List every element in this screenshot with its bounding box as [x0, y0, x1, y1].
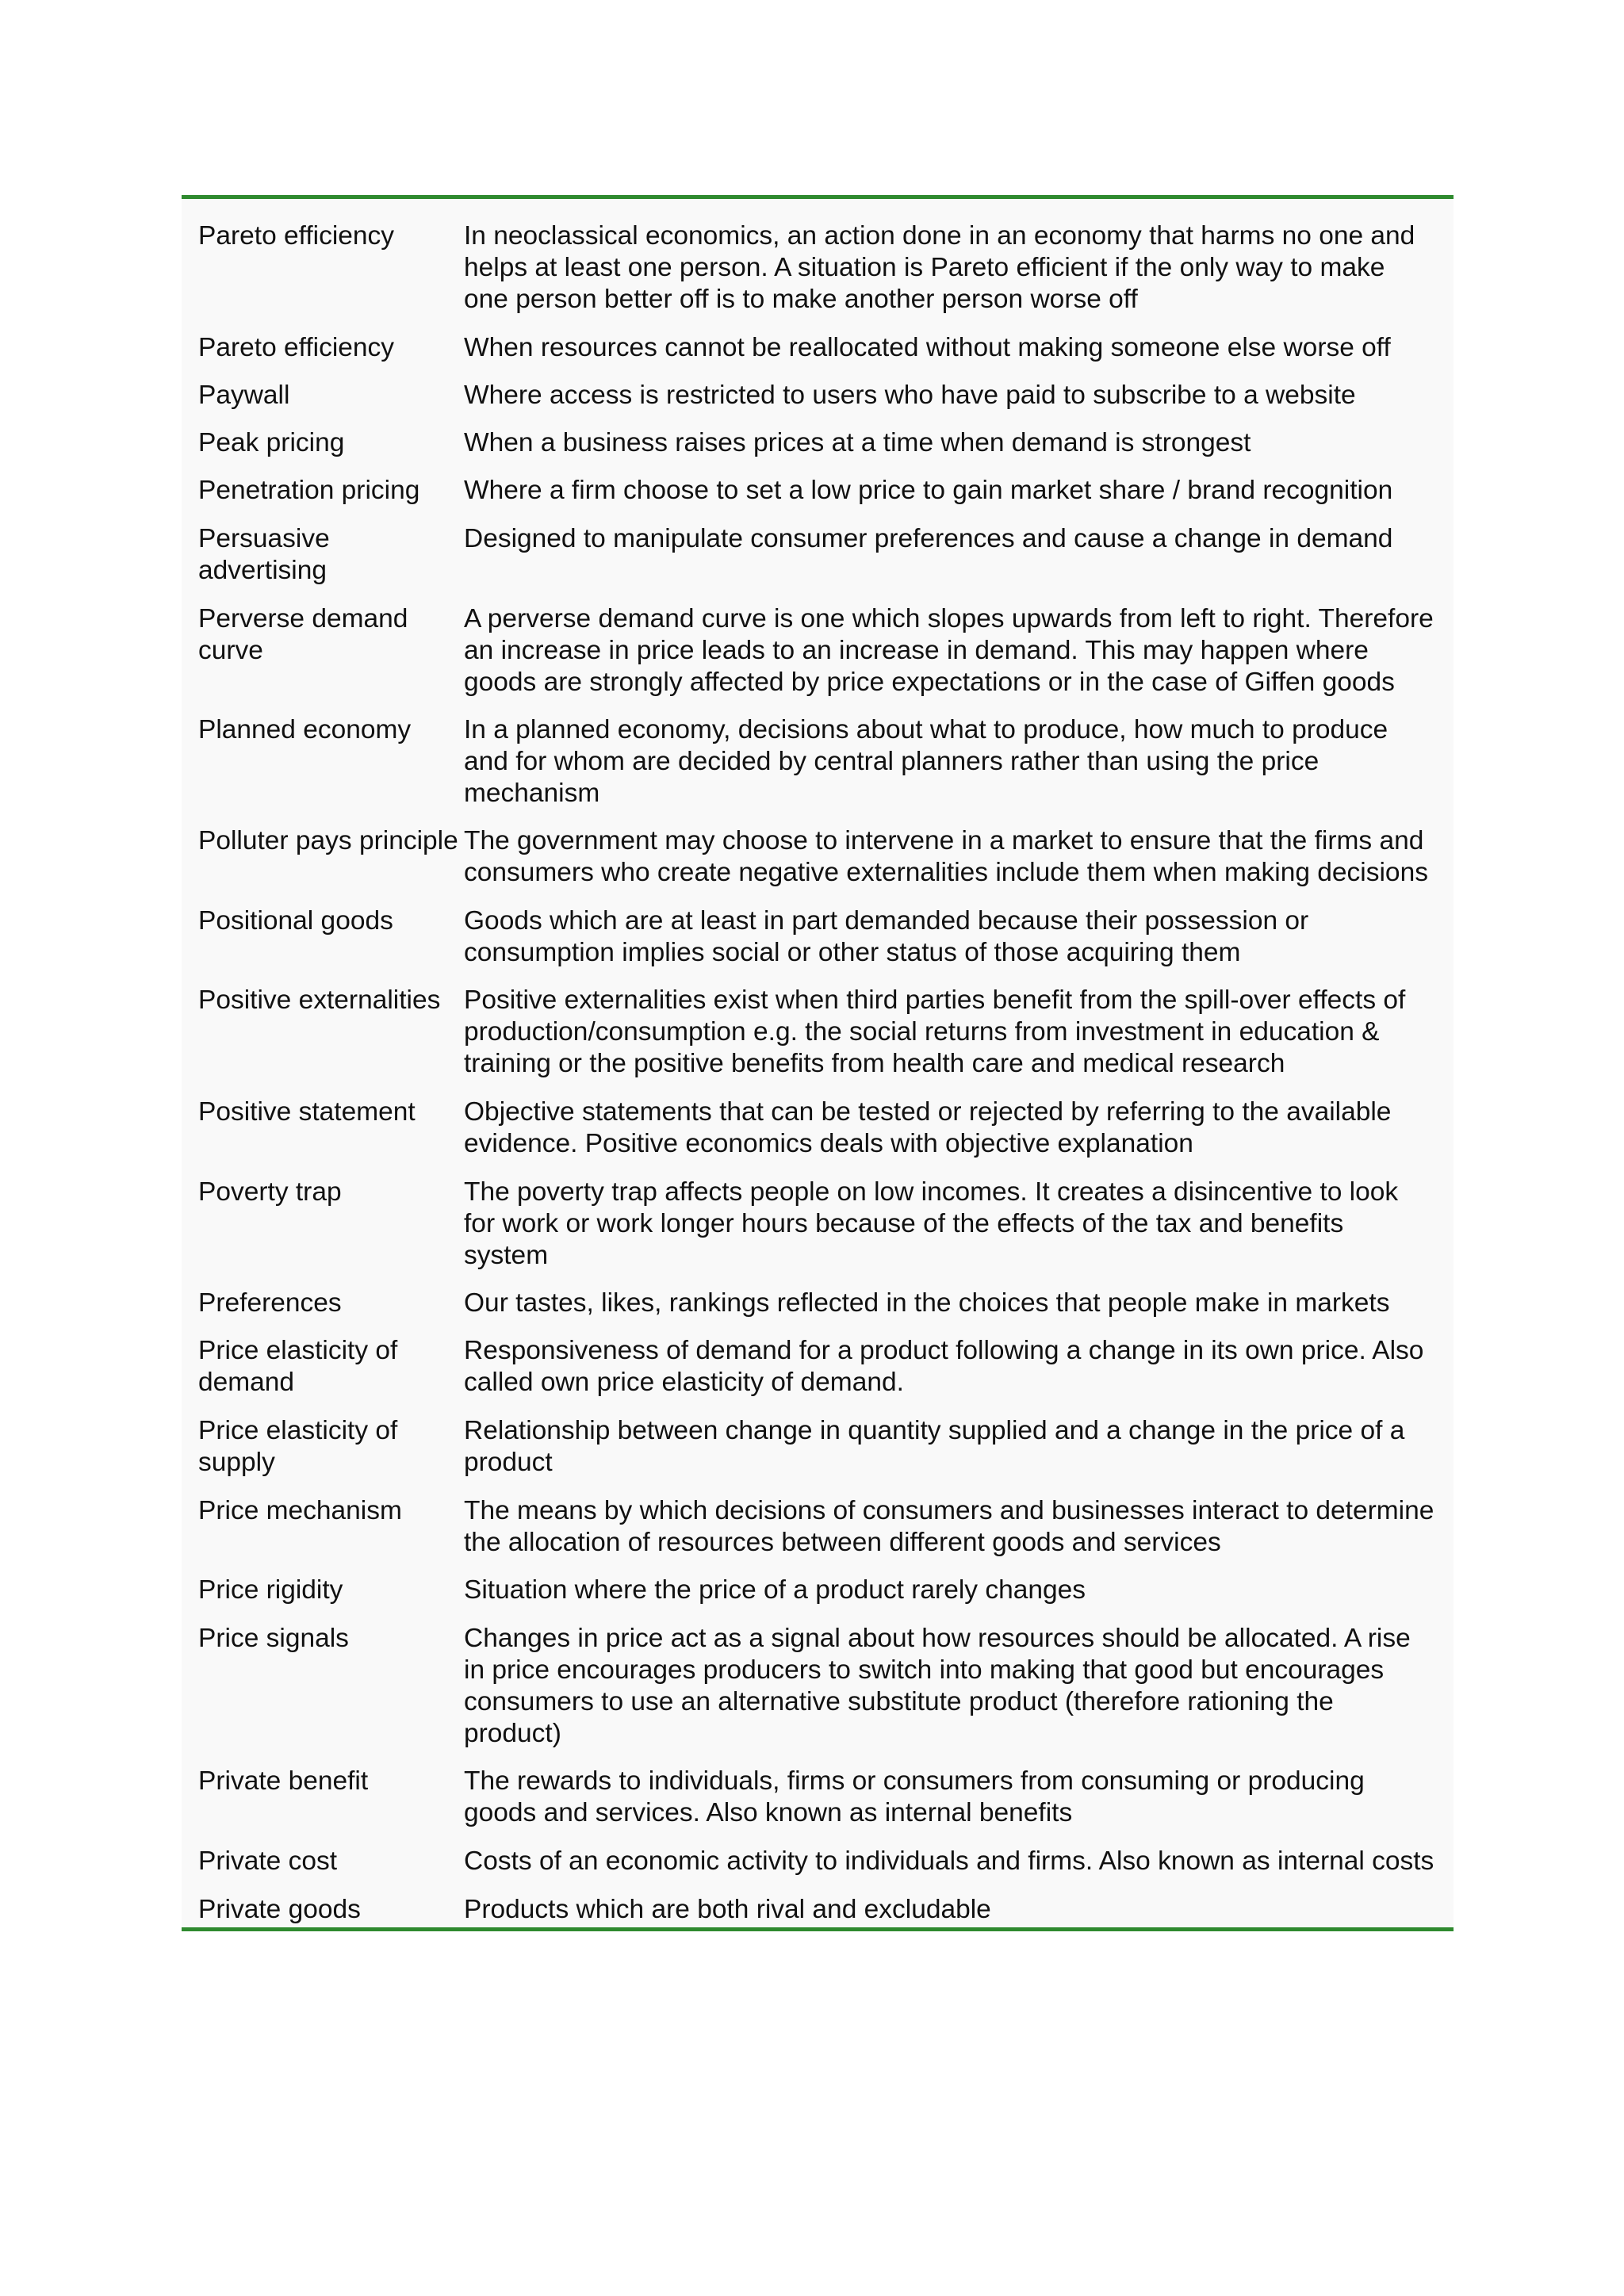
glossary-term: Price signals: [198, 1624, 349, 1653]
glossary-row: [182, 1750, 1454, 1829]
glossary-definition: Objective statements that can be tested or rejected by referring to the available evidence. Positive economics deals with objective explanation: [464, 1097, 1392, 1158]
glossary-term: Positive externalities: [198, 985, 441, 1015]
glossary-term: Peak pricing: [198, 428, 345, 457]
glossary-definition: The means by which decisions of consumers and businesses interact to determine the allocation of resources between different goods and services: [464, 1496, 1434, 1557]
glossary-table: [182, 195, 1454, 1931]
glossary-row: [182, 1479, 1454, 1559]
glossary-row: [182, 1877, 1454, 1927]
glossary-definition: Designed to manipulate consumer preferences and cause a change in demand: [464, 524, 1393, 553]
glossary-row: [182, 889, 1454, 969]
glossary-definition: The rewards to individuals, firms or consumers from consuming or producing goods and services. Also known as internal benefits: [464, 1766, 1365, 1827]
glossary-row: [182, 1559, 1454, 1606]
glossary-definition: When resources cannot be reallocated without making someone else worse off: [464, 333, 1391, 362]
glossary-definition: Costs of an economic activity to individuals and firms. Also known as internal costs: [464, 1846, 1434, 1876]
glossary-row: [182, 809, 1454, 889]
glossary-term: Penetration pricing: [198, 476, 420, 505]
glossary-row: [182, 316, 1454, 364]
glossary-definition: Our tastes, likes, rankings reflected in the choices that people make in markets: [464, 1288, 1390, 1318]
glossary-term: Planned economy: [198, 715, 412, 744]
glossary-term: Private cost: [198, 1846, 338, 1876]
glossary-row: [182, 1160, 1454, 1272]
glossary-term: Price elasticity of supply: [198, 1416, 398, 1477]
glossary-term: Private benefit: [198, 1766, 369, 1796]
glossary-definition: The government may choose to intervene in a market to ensure that the firms and consumers who create negative externalities include them when making decisions: [464, 826, 1428, 887]
glossary-row: [182, 507, 1454, 587]
glossary-term: Private goods: [198, 1895, 361, 1924]
glossary-row: [182, 1080, 1454, 1160]
glossary-term: Positive statement: [198, 1097, 416, 1127]
glossary-row: [182, 459, 1454, 507]
glossary-row: [182, 1829, 1454, 1877]
glossary-term: Persuasive advertising: [198, 524, 330, 585]
glossary-definition: Products which are both rival and excludable: [464, 1895, 991, 1924]
glossary-term: Pareto efficiency: [198, 221, 395, 251]
glossary-definition: The poverty trap affects people on low incomes. It creates a disincentive to look for work or work longer hours because of the effects of the tax and benefits system: [464, 1177, 1399, 1270]
glossary-row: [182, 698, 1454, 809]
glossary-row: [182, 1272, 1454, 1319]
glossary-term: Poverty trap: [198, 1177, 342, 1207]
glossary-definition: When a business raises prices at a time when demand is strongest: [464, 428, 1251, 457]
glossary-row: [182, 587, 1454, 698]
glossary-definition: Where a firm choose to set a low price to gain market share / brand recognition: [464, 476, 1393, 505]
glossary-definition: In neoclassical economics, an action done in an economy that harms no one and helps at least one person. A situation is Pareto efficient if the only way to make one person better off is to make another person worse off: [464, 221, 1415, 314]
glossary-term: Polluter pays principle: [198, 826, 458, 855]
glossary-row: [182, 199, 1454, 316]
glossary-definition: Goods which are at least in part demanded because their possession or consumption implies social or other status of those acquiring them: [464, 906, 1309, 967]
glossary-term: Price rigidity: [198, 1575, 343, 1605]
glossary-row: [182, 1399, 1454, 1479]
glossary-definition: Changes in price act as a signal about how resources should be allocated. A rise in price encourages producers to switch into making that good but encourages consumers to use an alternative substitute product (therefore rationing the product): [464, 1624, 1411, 1748]
glossary-term: Paywall: [198, 381, 290, 410]
glossary-term: Pareto efficiency: [198, 333, 395, 362]
glossary-term: Preferences: [198, 1288, 342, 1318]
glossary-definition: Positive externalities exist when third parties benefit from the spill-over effects of production/consumption e.g. the social returns from investment in education & training or the positive benefits from health care and medical research: [464, 985, 1406, 1078]
glossary-definition: Responsiveness of demand for a product following a change in its own price. Also called own price elasticity of demand.: [464, 1336, 1424, 1397]
glossary-definition: Where access is restricted to users who have paid to subscribe to a website: [464, 381, 1356, 410]
glossary-term: Perverse demand curve: [198, 604, 408, 665]
glossary-definition: Relationship between change in quantity supplied and a change in the price of a product: [464, 1416, 1405, 1477]
glossary-term: Positional goods: [198, 906, 393, 936]
glossary-row: [182, 364, 1454, 411]
glossary-row: [182, 1319, 1454, 1399]
glossary-definition: A perverse demand curve is one which slopes upwards from left to right. Therefore an increase in price leads to an increase in demand. This may happen where goods are strongly affected by price expectations or in the case of Giffen goods: [464, 604, 1434, 697]
glossary-definition: Situation where the price of a product rarely changes: [464, 1575, 1086, 1605]
glossary-term: Price elasticity of demand: [198, 1336, 398, 1397]
glossary-row: [182, 1606, 1454, 1750]
glossary-row: [182, 411, 1454, 459]
glossary-definition: In a planned economy, decisions about what to produce, how much to produce and for whom are decided by central planners rather than using the price mechanism: [464, 715, 1388, 808]
glossary-term: Price mechanism: [198, 1496, 402, 1525]
glossary-row: [182, 969, 1454, 1080]
